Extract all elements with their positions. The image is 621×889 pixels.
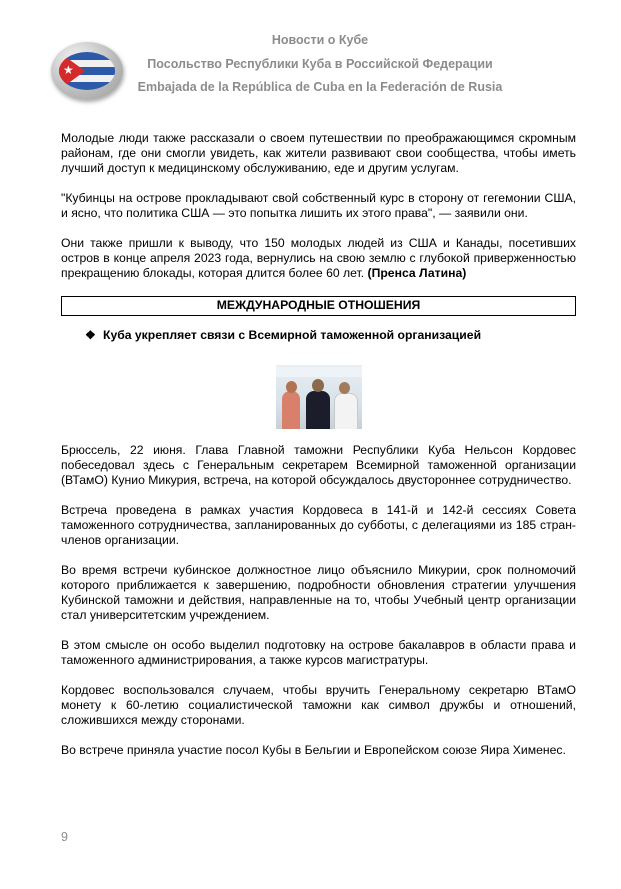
header-title: Новости о Кубе — [271, 33, 369, 47]
paragraph: Молодые люди также рассказали о своем путешествии по преображающимся скромным районам, где они смогли увидеть, как жители развивают свои сообщества, чтобы иметь лучший доступ к медицинскому обслуживанию, еде и другим услугам. — [61, 131, 576, 175]
header-embassy-ru: Посольство Республики Куба в Российской Федерации — [147, 57, 493, 71]
page-content — [61, 131, 576, 773]
paragraph: В этом смысле он особо выделил подготовку на острове бакалавров в области права и таможенного администрирования, а также курсов магистратуры. — [61, 638, 576, 667]
paragraph: "Кубинцы на острове прокладывают свой собственный курс в сторону от гегемонии США, и ясно, что политика США — это попытка лишить их этого права", — заявили они. — [61, 191, 576, 220]
cuban-flag-logo-icon — [51, 42, 123, 100]
paragraph-text: Они также пришли к выводу, что 150 молодых людей из США и Канады, посетивших остров в конце апреля 2023 года, вернулись на свою землю с глубокой приверженностью прекращению блокады, которая длится более 60 лет. — [61, 236, 576, 280]
section-heading: МЕЖДУНАРОДНЫЕ ОТНОШЕНИЯ — [61, 296, 576, 316]
source-credit: (Пренса Латина) — [367, 266, 467, 280]
paragraph: Во встрече приняла участие посол Кубы в Бельгии и Европейском союзе Яира Хименес. — [61, 743, 566, 757]
page-number: 9 — [61, 830, 68, 844]
diamond-bullet-icon: ❖ — [85, 328, 96, 342]
header-embassy-es: Embajada de la República de Cuba en la Federación de Rusia — [137, 80, 503, 94]
page-header — [0, 0, 621, 120]
news-title-text: Куба укрепляет связи с Всемирной таможенной организацией — [103, 328, 482, 342]
paragraph: Встреча проведена в рамках участия Кордовеса в 141-й и 142-й сессиях Совета таможенного сотрудничества, запланированных до субботы, с делегациями из 185 стран-членов организации. — [61, 503, 576, 547]
news-photo — [276, 365, 362, 429]
news-title — [85, 328, 576, 343]
cuba-flag-icon: ★ — [59, 52, 115, 90]
paragraph: Кордовес воспользовался случаем, чтобы вручить Генеральному секретарю ВТамО монету к 60-летию социалистической таможни как символ дружбы и отношений, сложившихся между сторонами. — [61, 683, 576, 727]
paragraph — [61, 236, 576, 281]
paragraph: Брюссель, 22 июня. Глава Главной таможни Республики Куба Нельсон Кордовес побеседовал здесь с Генеральным секретарем Всемирной таможенной организации (ВТамО) Кунио Микурия, встреча, на которой обсуждалось двустороннее сотрудничество. — [61, 443, 576, 487]
paragraph: Во время встречи кубинское должностное лицо объяснило Микурии, срок полномочий которого приближается к завершению, подробности обновления стратегии улучшения Кубинской таможни и действия, направленные на то, чтобы Учебный центр организации стал университетским учреждением. — [61, 563, 576, 622]
